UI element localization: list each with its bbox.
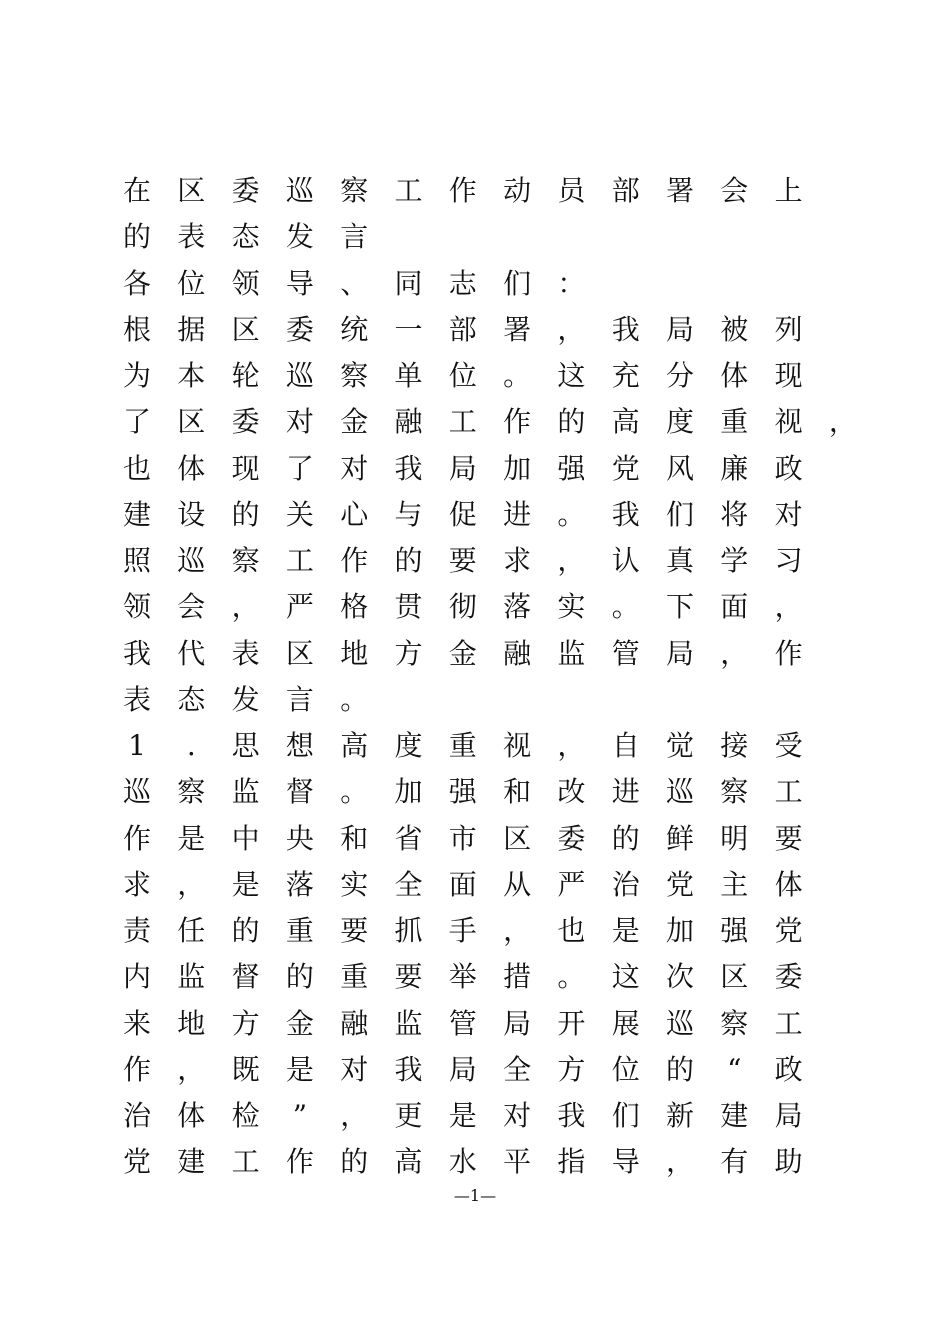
text-line (123, 723, 823, 769)
text-char: 委 (557, 821, 586, 855)
text-line (123, 307, 823, 353)
text-line (123, 862, 823, 908)
text-char: 实 (557, 590, 586, 624)
text-char: 要 (394, 960, 423, 994)
text-char: 接 (720, 729, 749, 762)
text-char: 强 (557, 451, 586, 485)
text-char: ” (292, 1099, 308, 1132)
text-char: 1 (128, 729, 146, 762)
text-char: 委 (231, 405, 260, 439)
text-char: 是 (177, 821, 206, 855)
text-char: 要 (340, 914, 369, 947)
text-char: 察 (231, 544, 260, 577)
text-char: 习 (774, 544, 803, 577)
text-char: 是 (285, 1052, 314, 1086)
text-char: 对 (340, 1052, 369, 1086)
text-char: 助 (774, 1145, 803, 1179)
text-char: 的 (557, 405, 586, 439)
text-char: 想 (285, 729, 314, 762)
text-char: ， (828, 405, 857, 439)
text-char: ： (557, 266, 586, 300)
text-line (123, 353, 823, 399)
text-char: . (186, 729, 196, 762)
text-char: 是 (448, 1099, 477, 1132)
text-char: 作 (285, 1145, 314, 1179)
text-char: 、 (340, 266, 369, 300)
text-char: 贯 (394, 590, 423, 624)
text-char: 要 (774, 821, 803, 855)
text-char: 员 (557, 174, 586, 207)
text-char: 进 (503, 497, 532, 531)
text-char: 学 (720, 544, 749, 577)
text-char: 既 (231, 1052, 260, 1086)
text-char: 下 (666, 590, 695, 624)
text-char: 落 (285, 867, 314, 901)
text-char: 是 (611, 914, 640, 947)
text-char: 表 (231, 636, 260, 670)
text-char: 同 (394, 266, 423, 300)
text-char: 对 (774, 497, 803, 531)
text-line (123, 446, 823, 492)
text-char: 视 (503, 729, 532, 762)
text-char: 巡 (285, 174, 314, 207)
text-char: 对 (285, 405, 314, 439)
text-char: 主 (720, 867, 749, 901)
text-char: 察 (340, 174, 369, 207)
text-char: 党 (666, 867, 695, 901)
text-char: 各 (123, 266, 152, 300)
text-char: 巡 (177, 544, 206, 577)
text-char: 轮 (231, 359, 260, 392)
text-char: 巡 (123, 775, 152, 809)
text-char: 内 (123, 960, 152, 994)
text-char: 自 (611, 729, 640, 762)
text-char: 会 (177, 590, 206, 624)
text-char: 监 (177, 960, 206, 994)
text-char: ， (557, 544, 586, 577)
text-char: 部 (611, 174, 640, 207)
text-char: ， (503, 914, 532, 947)
text-char: 建 (177, 1145, 206, 1179)
text-char: 举 (448, 960, 477, 994)
text-char: 和 (340, 821, 369, 855)
text-char: 我 (394, 451, 423, 485)
text-char: 这 (557, 359, 586, 392)
text-char: 列 (774, 312, 803, 346)
text-char: 监 (557, 636, 586, 670)
text-char: ， (177, 867, 206, 901)
text-line (123, 908, 823, 954)
text-char: 受 (774, 729, 803, 762)
text-char: ， (720, 636, 749, 670)
text-char: 心 (340, 497, 369, 531)
text-char: 金 (285, 1006, 314, 1040)
text-char: 要 (448, 544, 477, 577)
text-char: 金 (340, 405, 369, 439)
text-char: ， (557, 729, 586, 762)
text-char: 强 (720, 914, 749, 947)
text-char: 落 (503, 590, 532, 624)
text-char: 督 (231, 960, 260, 994)
text-char: 表 (123, 682, 152, 716)
text-line (123, 769, 823, 815)
text-char: 措 (503, 960, 532, 994)
text-char: 。 (557, 960, 586, 994)
text-char: 新 (666, 1099, 695, 1132)
text-char: 作 (774, 636, 803, 670)
text-char: 监 (231, 775, 260, 809)
text-char: 改 (557, 775, 586, 809)
text-char: 强 (448, 775, 477, 809)
text-char: 这 (611, 960, 640, 994)
text-char: 工 (231, 1145, 260, 1179)
text-char: 察 (720, 1006, 749, 1040)
text-char: 态 (177, 682, 206, 716)
text-line (123, 492, 823, 538)
text-char: 对 (503, 1099, 532, 1132)
text-char: 们 (611, 1099, 640, 1132)
text-char: 区 (503, 821, 532, 855)
text-line (123, 538, 823, 584)
text-char: 代 (177, 636, 206, 670)
text-char: 任 (177, 914, 206, 947)
text-char: 次 (666, 960, 695, 994)
text-char: 和 (503, 775, 532, 809)
text-char: 我 (611, 497, 640, 531)
text-char: 方 (231, 1006, 260, 1040)
text-char: 求 (503, 544, 532, 577)
text-char: 体 (177, 451, 206, 485)
text-char: 视 (774, 405, 803, 439)
text-char: 重 (720, 405, 749, 439)
text-char: 体 (177, 1099, 206, 1132)
text-char: 态 (231, 220, 260, 254)
text-char: 工 (448, 405, 477, 439)
text-char: 政 (774, 1052, 803, 1086)
text-char: 指 (557, 1145, 586, 1179)
text-line (123, 1093, 823, 1139)
text-char: 领 (231, 266, 260, 300)
text-char: 言 (340, 220, 369, 254)
text-line (123, 261, 823, 307)
text-line (123, 214, 823, 260)
text-char: 。 (340, 775, 369, 809)
text-char: 作 (123, 1052, 152, 1086)
text-char: 重 (448, 729, 477, 762)
text-char: 管 (448, 1006, 477, 1040)
text-char: 本 (177, 359, 206, 392)
text-char: 工 (394, 174, 423, 207)
text-char: 体 (720, 359, 749, 392)
text-char: 的 (611, 821, 640, 855)
text-char: 管 (611, 636, 640, 670)
text-char: 委 (774, 960, 803, 994)
text-char: 治 (611, 867, 640, 901)
text-char: 促 (448, 497, 477, 531)
text-char: 一 (394, 312, 423, 346)
text-char: 求 (123, 867, 152, 901)
text-char: 工 (774, 1006, 803, 1040)
text-char: 察 (340, 359, 369, 392)
text-line (123, 168, 823, 214)
text-char: 。 (611, 590, 640, 624)
text-char: 设 (177, 497, 206, 531)
text-line (123, 1047, 823, 1093)
text-char: 面 (448, 867, 477, 901)
text-char: 为 (123, 359, 152, 392)
text-char: 充 (611, 359, 640, 392)
text-char: 也 (557, 914, 586, 947)
text-line (123, 631, 823, 677)
text-char: 的 (231, 497, 260, 531)
text-char: 市 (448, 821, 477, 855)
text-char: 思 (231, 729, 260, 762)
text-char: 实 (340, 867, 369, 901)
text-char: 动 (503, 174, 532, 207)
text-char: 的 (666, 1052, 695, 1086)
text-char: 导 (285, 266, 314, 300)
text-line (123, 399, 857, 445)
text-char: 有 (720, 1145, 749, 1179)
text-char: 被 (720, 312, 749, 346)
text-char: 融 (340, 1006, 369, 1040)
text-char: 。 (503, 359, 532, 392)
text-char: 们 (666, 497, 695, 531)
text-char: 作 (123, 821, 152, 855)
text-char: 认 (611, 544, 640, 577)
text-char: 区 (285, 636, 314, 670)
text-char: 对 (340, 451, 369, 485)
text-char: 署 (503, 312, 532, 346)
text-char: 地 (340, 636, 369, 670)
text-line (123, 816, 823, 862)
text-char: 开 (557, 1006, 586, 1040)
text-char: 党 (611, 451, 640, 485)
text-char: 单 (394, 359, 423, 392)
text-char: 言 (285, 682, 314, 716)
text-char: 也 (123, 451, 152, 485)
text-char: 严 (557, 867, 586, 901)
text-char: 高 (394, 1145, 423, 1179)
text-char: 手 (448, 914, 477, 947)
text-char: 严 (285, 590, 314, 624)
text-char: 鲜 (666, 821, 695, 855)
text-char: 加 (394, 775, 423, 809)
text-char: 关 (285, 497, 314, 531)
text-char: 度 (394, 729, 423, 762)
text-char: 工 (285, 544, 314, 577)
text-char: 全 (503, 1052, 532, 1086)
text-char: 我 (557, 1099, 586, 1132)
text-char: 高 (611, 405, 640, 439)
text-line (123, 677, 823, 723)
text-char: 在 (123, 174, 152, 207)
text-line (123, 954, 823, 1000)
text-char: 部 (448, 312, 477, 346)
text-char: 省 (394, 821, 423, 855)
text-char: 局 (503, 1006, 532, 1040)
text-char: 区 (720, 960, 749, 994)
text-char: 据 (177, 312, 206, 346)
text-char: 水 (448, 1145, 477, 1179)
text-char: 的 (285, 960, 314, 994)
page-number: —1— (453, 1186, 497, 1205)
text-char: 治 (123, 1099, 152, 1132)
text-char: 作 (340, 544, 369, 577)
text-char: 我 (611, 312, 640, 346)
text-char: 方 (557, 1052, 586, 1086)
text-char: 党 (123, 1145, 152, 1179)
text-line (123, 1139, 823, 1185)
text-char: 局 (448, 1052, 477, 1086)
text-char: ， (231, 590, 260, 624)
text-char: 了 (123, 405, 152, 439)
text-char: 进 (611, 775, 640, 809)
text-char: 加 (503, 451, 532, 485)
text-char: 来 (123, 1006, 152, 1040)
text-char: 作 (448, 174, 477, 207)
text-char: 区 (177, 174, 206, 207)
text-char: 导 (611, 1145, 640, 1179)
text-char: 署 (666, 174, 695, 207)
text-char: 位 (177, 266, 206, 300)
text-char: 明 (720, 821, 749, 855)
text-char: 我 (394, 1052, 423, 1086)
text-char: 央 (285, 821, 314, 855)
text-char: 抓 (394, 914, 423, 947)
text-char: 分 (666, 359, 695, 392)
text-char: ， (666, 1145, 695, 1179)
text-char: 展 (611, 1006, 640, 1040)
text-line (123, 1001, 823, 1047)
text-char: 上 (774, 174, 803, 207)
text-char: 作 (503, 405, 532, 439)
text-char: 全 (394, 867, 423, 901)
text-char: 们 (503, 266, 532, 300)
text-char: 党 (774, 914, 803, 947)
text-char: 平 (503, 1145, 532, 1179)
text-char: 局 (448, 451, 477, 485)
text-char: 局 (666, 636, 695, 670)
text-char: 的 (340, 1145, 369, 1179)
text-char: 更 (394, 1099, 423, 1132)
document-body (123, 168, 857, 1186)
text-line (123, 584, 823, 630)
text-char: 。 (557, 497, 586, 531)
text-char: 现 (231, 451, 260, 485)
text-char: 地 (177, 1006, 206, 1040)
text-char: 位 (448, 359, 477, 392)
text-char: 表 (177, 220, 206, 254)
text-char: 融 (394, 405, 423, 439)
text-char: 领 (123, 590, 152, 624)
text-char: 察 (720, 775, 749, 809)
text-char: 志 (448, 266, 477, 300)
text-char: 局 (666, 312, 695, 346)
text-char: 监 (394, 1006, 423, 1040)
text-char: 发 (285, 220, 314, 254)
text-char: 督 (285, 775, 314, 809)
text-char: 度 (666, 405, 695, 439)
text-char: 委 (231, 174, 260, 207)
text-char: 责 (123, 914, 152, 947)
text-char: 重 (340, 960, 369, 994)
text-char: ， (177, 1052, 206, 1086)
text-char: 政 (774, 451, 803, 485)
text-char: 建 (720, 1099, 749, 1132)
text-char: 了 (285, 451, 314, 485)
text-char: 巡 (666, 775, 695, 809)
text-char: 区 (177, 405, 206, 439)
text-char: 位 (611, 1052, 640, 1086)
text-char: 的 (394, 544, 423, 577)
text-char: 委 (285, 312, 314, 346)
text-char: 面 (720, 590, 749, 624)
text-char: 照 (123, 544, 152, 577)
text-char: 工 (774, 775, 803, 809)
text-char: 将 (720, 497, 749, 531)
text-char: 察 (177, 775, 206, 809)
text-char: 会 (720, 174, 749, 207)
text-char: 根 (123, 312, 152, 346)
text-char: 的 (231, 914, 260, 947)
text-char: 金 (448, 636, 477, 670)
text-char: 的 (123, 220, 152, 254)
text-char: 发 (231, 682, 260, 716)
text-char: ， (774, 590, 803, 624)
text-char: 方 (394, 636, 423, 670)
text-char: 与 (394, 497, 423, 531)
text-char: 重 (285, 914, 314, 947)
text-char: 我 (123, 636, 152, 670)
text-char: 中 (231, 821, 260, 855)
text-char: 高 (340, 729, 369, 762)
text-char: 局 (774, 1099, 803, 1132)
text-char: 风 (666, 451, 695, 485)
text-char: 廉 (720, 451, 749, 485)
text-char: 检 (231, 1099, 260, 1132)
text-char: ， (340, 1099, 369, 1132)
text-char: 现 (774, 359, 803, 392)
text-char: 真 (666, 544, 695, 577)
text-char: 巡 (666, 1006, 695, 1040)
text-char: “ (727, 1052, 742, 1086)
text-char: 巡 (285, 359, 314, 392)
text-char: 区 (231, 312, 260, 346)
text-char: 建 (123, 497, 152, 531)
text-char: 从 (503, 867, 532, 901)
text-char: 彻 (448, 590, 477, 624)
text-char: 格 (340, 590, 369, 624)
text-char: 觉 (666, 729, 695, 762)
text-char: 融 (503, 636, 532, 670)
text-char: 。 (340, 682, 369, 716)
text-char: 体 (774, 867, 803, 901)
text-char: ， (557, 312, 586, 346)
text-char: 统 (340, 312, 369, 346)
text-char: 是 (231, 867, 260, 901)
text-char: 加 (666, 914, 695, 947)
